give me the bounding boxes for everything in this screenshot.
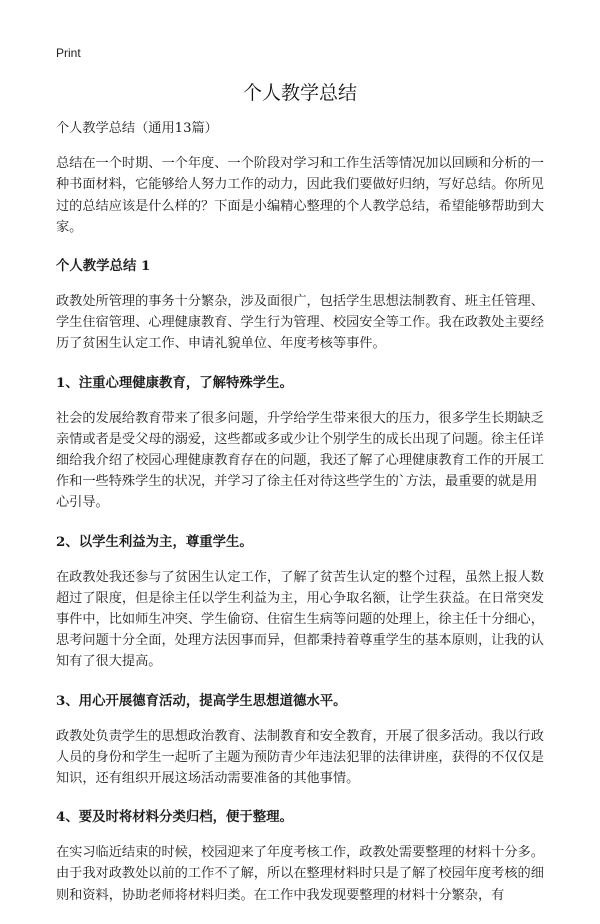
item-heading: 4、要及时将材料分类归档，便于整理。 [56,809,293,826]
section-paragraph: 政教处所管理的事务十分繁杂，涉及面很广，包括学生思想法制教育、班主任管理、学生住宿管理、心理健康教育、学生行为管理、校园安全等工作。我在政教处主要经历了贫困生认定工作、申请礼貌单位、年度考核等事件。 [56,294,544,352]
item-paragraph: 政教处负责学生的思想政治教育、法制教育和安全教育，开展了很多活动。我以行政人员的身份和学生一起听了主题为预防青少年违法犯罪的法律讲座，获得的不仅仅是知识，还有组织开展这场活动需要准备的其他事情。 [56,728,544,787]
item-heading: 1、注重心理健康教育，了解特殊学生。 [56,374,293,391]
item-paragraph: 在政教处我还参与了贫困生认定工作，了解了贫苦生认定的整个过程，虽然上报人数超过了限度，但是徐主任以学生利益为主，用心争取名额，让学生获益。在日常突发事件中，比如师生冲突、学生偷窃、住宿生生病等问题的处理上，徐主任十分细心，思考问题十分全面，处理方法因事而异，但都秉持着尊重学生的基本原则，让我的认知有了很大提高。 [56,569,544,670]
article-body [56,118,548,924]
print-link[interactable]: Print [56,46,81,60]
section-heading: 个人教学总结 1 [56,258,151,275]
item-paragraph: 社会的发展给教育带来了很多问题，升学给学生带来很大的压力，很多学生长期缺乏亲情或者是受父母的溺爱，这些都或多或少让个别学生的成长出现了问题。徐主任详细给我介绍了校园心理健康教育存在的问题，我还了解了心理健康教育工作的开展工作和一些特殊学生的状况，并学习了徐主任对待这些学生的`方法，最重要的就是用心引导。 [56,410,544,511]
item-paragraph: 在实习临近结束的时候，校园迎来了年度考核工作，政教处需要整理的材料十分多。由于我对政教处以前的工作不了解，所以在整理材料时只是了解了校园年度考核的细则和资料，协助老师将材料归类。在工作中我发现要整理的材料十分繁杂，有 [56,845,544,903]
item-heading: 3、用心开展德育活动，提高学生思想道德水平。 [56,692,347,709]
intro-paragraph: 总结在一个时期、一个年度、一个阶段对学习和工作生活等情况加以回顾和分析的一种书面材料，它能够给人努力工作的动力，因此我们要做好归纳，写好总结。你所见过的总结应该是什么样的？下面是小编精心整理的个人教学总结，希望能够帮助到大家。 [56,156,544,235]
item-heading: 2、以学生利益为主，尊重学生。 [56,533,253,550]
page-title: 个人教学总结 [242,82,357,104]
article-subtitle: 个人教学总结（通用13篇） [56,121,218,136]
